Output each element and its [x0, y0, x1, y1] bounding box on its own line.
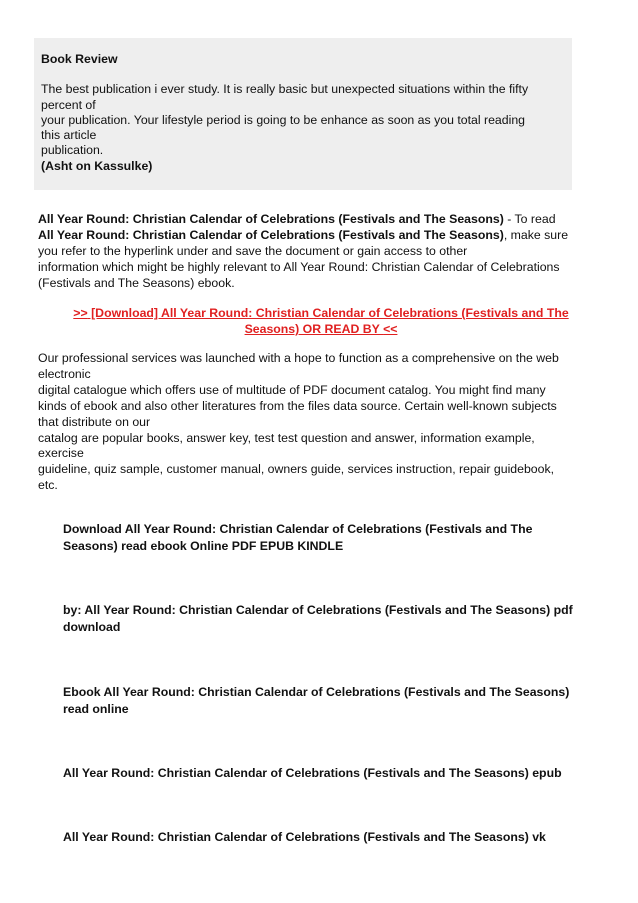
- list-item-ebook: [63, 684, 608, 718]
- list-item-pdf: [63, 602, 608, 636]
- description-line: Our professional services was launched with a hope to function as a comprehensive on the web: [38, 351, 559, 365]
- list-item-line: download: [63, 620, 121, 634]
- list-item-line: Download All Year Round: Christian Calendar of Celebrations (Festivals and The: [63, 522, 533, 536]
- description-line: electronic: [38, 366, 91, 381]
- book-title-bold: All Year Round: Christian Calendar of Celebrations (Festivals and The Seasons): [38, 228, 504, 242]
- download-link-line[interactable]: [38, 321, 604, 337]
- review-text-line: your publication. Your lifestyle period is going to be enhance as soon as you total reading: [41, 112, 526, 127]
- review-heading: Book Review: [41, 52, 118, 66]
- description-line: catalog are popular books, answer key, test test question and answer, information example,: [38, 430, 535, 445]
- download-link-suffix[interactable]: <<: [383, 322, 398, 336]
- description-line: guideline, quiz sample, customer manual, owners guide, services instruction, repair guidebook,: [38, 462, 555, 477]
- download-link[interactable]: [38, 305, 604, 337]
- download-link-prefix[interactable]: >>: [73, 306, 88, 320]
- intro-line: information which might be highly relevant to All Year Round: Christian Calendar of Celebrations: [38, 260, 560, 274]
- description-line: that distribute on our: [38, 414, 151, 429]
- intro-line: you refer to the hyperlink under and save the document or gain access to other: [38, 244, 468, 258]
- list-item-line: Ebook All Year Round: Christian Calendar of Celebrations (Festivals and The Seasons): [63, 685, 570, 699]
- list-item-epub: [63, 765, 608, 782]
- intro-line: [38, 227, 604, 243]
- list-item-line: All Year Round: Christian Calendar of Celebrations (Festivals and The Seasons) epub: [63, 766, 562, 780]
- description-paragraph: [38, 351, 604, 494]
- list-item-line: Seasons) read ebook Online PDF EPUB KINDLE: [63, 539, 344, 553]
- description-line: exercise: [38, 446, 84, 461]
- description-line: digital catalogue which offers use of multitude of PDF document catalog. You might find many: [38, 382, 546, 397]
- intro-line: (Festivals and The Seasons) ebook.: [38, 276, 235, 290]
- intro-line: [38, 211, 604, 227]
- intro-make-sure: , make sure: [503, 228, 569, 242]
- review-text-line: percent of: [41, 97, 96, 112]
- download-link-line[interactable]: [38, 305, 604, 321]
- review-text-line: The best publication i ever study. It is really basic but unexpected situations within the fifty: [41, 82, 529, 97]
- list-item-download: [63, 521, 608, 555]
- description-line: kinds of ebook and also other literatures from the files data source. Certain well-known subjects: [38, 398, 557, 413]
- download-link-text[interactable]: [Download] All Year Round: Christian Calendar of Celebrations (Festivals and The: [87, 306, 569, 320]
- list-item-line: All Year Round: Christian Calendar of Celebrations (Festivals and The Seasons) vk: [63, 830, 546, 844]
- book-review-box: [34, 38, 572, 190]
- review-author: (Asht on Kassulke): [41, 158, 153, 173]
- review-text-line: publication.: [41, 143, 104, 158]
- intro-paragraph: [38, 211, 604, 291]
- book-title-bold: All Year Round: Christian Calendar of Celebrations (Festivals and The Seasons): [38, 212, 504, 226]
- intro-to-read: - To read: [503, 212, 556, 226]
- list-item-vk: [63, 829, 608, 846]
- list-item-line: read online: [63, 702, 129, 716]
- list-item-line: by: All Year Round: Christian Calendar of Celebrations (Festivals and The Seasons) pdf: [63, 603, 573, 617]
- review-text-line: this article: [41, 128, 97, 143]
- download-link-text[interactable]: Seasons) OR READ BY: [244, 322, 384, 336]
- description-line: etc.: [38, 478, 58, 493]
